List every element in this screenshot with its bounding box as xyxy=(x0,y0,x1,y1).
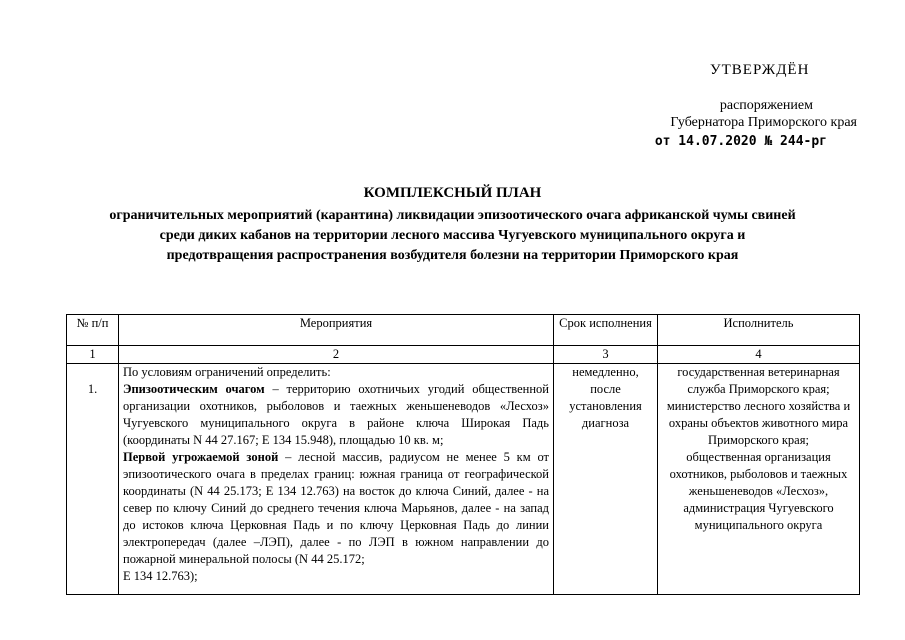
focus-term: Эпизоотическим очагом xyxy=(123,382,265,396)
header-number: № п/п xyxy=(67,315,119,346)
column-number-3: 3 xyxy=(554,346,658,364)
column-number-2: 2 xyxy=(119,346,554,364)
executor-hunters-org: общественная организация охотников, рыболовов и таежных женьшеневодов «Лесхоз», xyxy=(669,450,848,498)
column-number-row xyxy=(67,346,860,364)
column-number-1: 1 xyxy=(67,346,119,364)
executor-forestry-ministry: министерство лесного хозяйства и охраны объектов животного мира Приморского края; xyxy=(666,399,851,447)
approval-date: от 14.07.2020 № 244-рг xyxy=(654,134,827,149)
plan-subtitle-line-3: предотвращения распространения возбудителя болезни на территории Приморского края xyxy=(166,248,739,263)
zone-term: Первой угрожаемой зоной xyxy=(123,450,279,464)
focus-description: – территорию охотничьих угодий общественной организации охотников, рыболовов и таежных женьшеневодов «Лесхоз» Чугуевского муниципального округа в районе ключа Широкая Падь (координаты N 44 27.167; E 134 15.948), площадью 10 кв. м; xyxy=(123,382,549,447)
measures-focus-paragraph xyxy=(123,381,549,449)
column-number-4: 4 xyxy=(658,346,860,364)
plan-title: КОМПЛЕКСНЫЙ ПЛАН xyxy=(363,185,542,201)
table-header-row xyxy=(67,315,860,346)
row-executor-cell xyxy=(658,364,860,595)
zone-description-tail: E 134 12.763); xyxy=(123,569,198,583)
approval-order-label: распоряжением xyxy=(719,98,813,113)
zone-description: – лесной массив, радиусом не менее 5 км от эпизоотического очага в пределах границ: южная граница от географической координаты (N 44 25.173; E 134 12.763) на восток до ключа Синий, далее - на север по ключу Синий до среднего течения ключа Марьянов, далее - на запад до истоков ключа Церковная Падь и по ключу Церковная Падь до линии электропередач (далее –ЛЭП), далее - по ЛЭП в южном направлении до пожарной минеральной полосы (N 44 25.172; xyxy=(123,450,549,566)
plan-subtitle-line-1: ограничительных мероприятий (карантина) ликвидации эпизоотического очага африканской чумы свиней xyxy=(109,208,796,223)
approval-title: УТВЕРЖДЁН xyxy=(710,62,810,78)
row-number: 1. xyxy=(87,382,98,396)
plan-table xyxy=(66,314,860,595)
table-row xyxy=(67,364,860,595)
row-number-cell xyxy=(67,364,119,595)
row-term-cell: немедленно, после установления диагноза xyxy=(554,364,658,595)
executor-administration: администрация Чугуевского муниципального округа xyxy=(683,501,834,532)
plan-subtitle-line-2: среди диких кабанов на территории лесного массива Чугуевского муниципального округа и xyxy=(159,228,746,243)
measures-intro: По условиям ограничений определить: xyxy=(123,365,331,379)
header-term: Срок исполнения xyxy=(554,315,658,346)
executor-vet-service: государственная ветеринарная служба Приморского края; xyxy=(677,365,840,396)
row-measures-cell xyxy=(119,364,554,595)
header-executor: Исполнитель xyxy=(658,315,860,346)
header-measures: Мероприятия xyxy=(119,315,554,346)
measures-zone-paragraph xyxy=(123,449,549,568)
approval-governor: Губернатора Приморского края xyxy=(670,115,857,130)
